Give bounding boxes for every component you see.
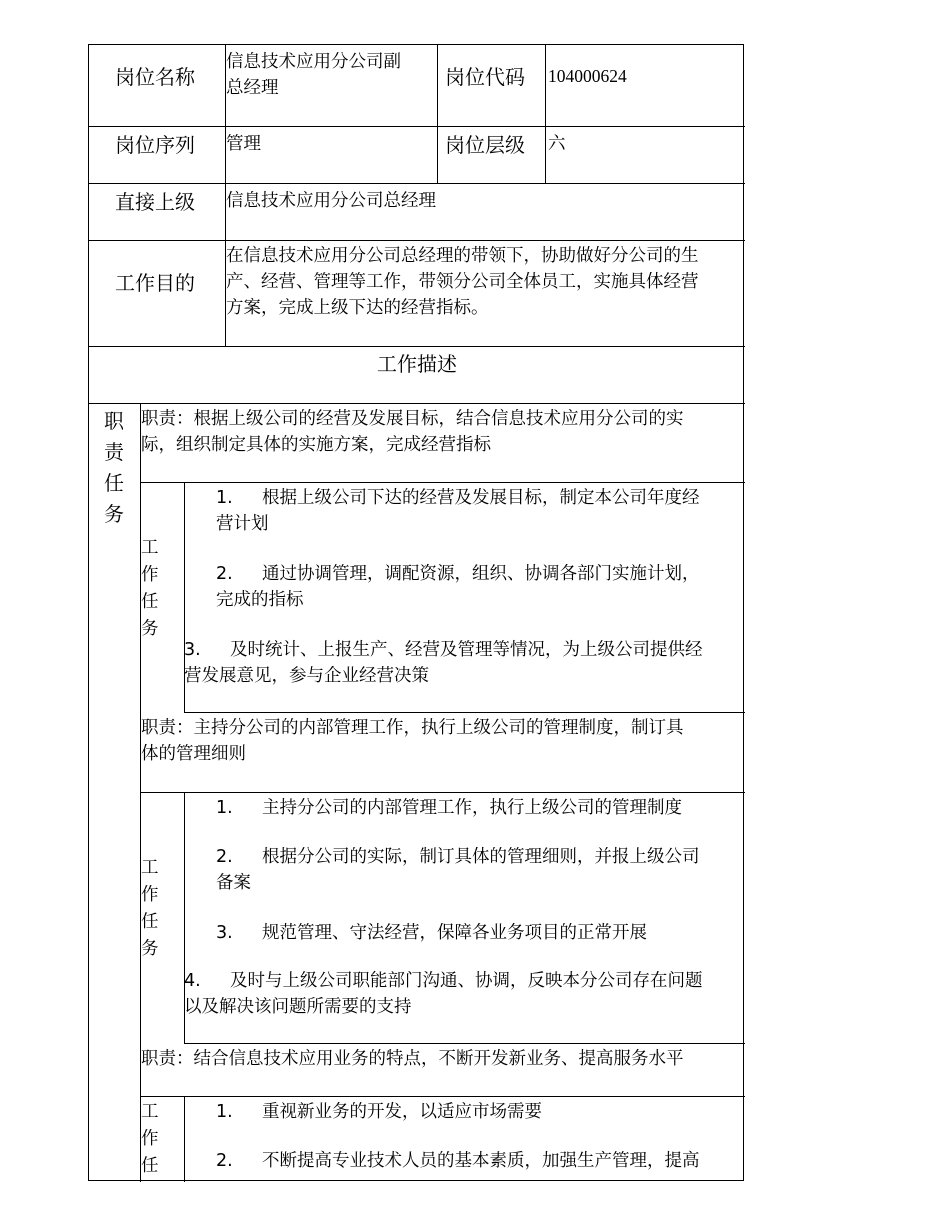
duties-label-char: 责: [104, 440, 124, 464]
position-code-label: 岗位代码: [445, 65, 525, 89]
purpose-line: 产、经营、管理等工作，带领分公司全体员工，实施具体经营: [226, 272, 699, 292]
task-text: 规范管理、守法经营，保障各业务项目的正常开展: [262, 923, 647, 943]
task-label-char: 工: [141, 1102, 159, 1122]
level-label: 岗位层级: [445, 133, 525, 157]
task-item-cont: 以及解决该问题所需要的支持: [184, 997, 412, 1017]
task-item: [216, 844, 700, 870]
position-code-value: 104000624: [548, 66, 627, 86]
task-label-2: [141, 855, 163, 963]
job-description-table: [88, 44, 744, 1181]
duties-label: [99, 406, 129, 530]
task-label-char: 务: [141, 939, 159, 959]
task-label-char: 任: [141, 1156, 159, 1176]
task-number: 1.: [216, 488, 233, 508]
task-item: [216, 561, 700, 587]
position-name-value-line1: 信息技术应用分公司副: [226, 52, 401, 72]
task-item: [216, 795, 682, 821]
task-label-char: 工: [141, 858, 159, 878]
task-label-char: 作: [141, 885, 159, 905]
task-number: 4.: [184, 971, 201, 991]
task-item-cont: 备案: [216, 873, 251, 893]
task-item: [216, 920, 647, 946]
task-label-1: [141, 535, 163, 643]
task-item-cont: 营发展意见，参与企业经营决策: [184, 666, 429, 686]
task-item: [216, 485, 700, 511]
task-item: [184, 637, 703, 663]
duties-label-char: 职: [104, 409, 124, 433]
supervisor-label: 直接上级: [115, 190, 195, 214]
supervisor-value: 信息技术应用分公司总经理: [226, 191, 436, 211]
sequence-label: 岗位序列: [115, 133, 195, 157]
task-text: 根据分公司的实际，制订具体的管理细则，并报上级公司: [262, 847, 700, 867]
duty-1-line: 职责：根据上级公司的经营及发展目标，结合信息技术应用分公司的实: [141, 409, 684, 429]
purpose-line: 方案，完成上级下达的经营指标。: [226, 298, 489, 318]
task-text: 及时与上级公司职能部门沟通、协调，反映本分公司存在问题: [230, 971, 703, 991]
task-label-char: 任: [141, 592, 159, 612]
task-number: 1.: [216, 1102, 233, 1122]
task-number: 2.: [216, 564, 233, 584]
task-text: 根据上级公司下达的经营及发展目标，制定本公司年度经: [262, 488, 700, 508]
purpose-label: 工作目的: [115, 271, 195, 295]
duty-3-line: 职责：结合信息技术应用业务的特点，不断开发新业务、提高服务水平: [141, 1049, 684, 1069]
task-number: 2.: [216, 847, 233, 867]
task-item-cont: 营计划: [216, 514, 269, 534]
duty-2-line: 职责：主持分公司的内部管理工作，执行上级公司的管理制度，制订具: [141, 718, 684, 738]
duties-label-char: 务: [104, 502, 124, 526]
level-value: 六: [548, 134, 566, 154]
duties-label-char: 任: [104, 471, 124, 495]
task-label-char: 务: [141, 619, 159, 639]
task-text: 及时统计、上报生产、经营及管理等情况，为上级公司提供经: [230, 640, 703, 660]
task-label-char: 工: [141, 538, 159, 558]
duty-2-line: 体的管理细则: [141, 744, 246, 764]
task-label-char: 作: [141, 1129, 159, 1149]
task-number: 1.: [216, 798, 233, 818]
position-name-label: 岗位名称: [115, 65, 195, 89]
task-text: 通过协调管理，调配资源，组织、协调各部门实施计划，: [262, 564, 700, 584]
task-label-char: 任: [141, 912, 159, 932]
task-text: 不断提高专业技术人员的基本素质，加强生产管理，提高: [262, 1151, 700, 1171]
task-number: 3.: [184, 640, 201, 660]
description-title: 工作描述: [377, 352, 457, 376]
task-label-char: 作: [141, 565, 159, 585]
task-text: 主持分公司的内部管理工作，执行上级公司的管理制度: [262, 798, 682, 818]
task-item-cont: 完成的指标: [216, 590, 304, 610]
task-item: [216, 1148, 700, 1174]
task-text: 重视新业务的开发，以适应市场需要: [262, 1102, 542, 1122]
task-number: 2.: [216, 1151, 233, 1171]
task-item: [184, 968, 703, 994]
position-name-value-line2: 总经理: [226, 78, 279, 98]
duty-1-line: 际，组织制定具体的实施方案，完成经营指标: [141, 435, 491, 455]
task-label-3: [141, 1099, 163, 1180]
purpose-line: 在信息技术应用分公司总经理的带领下，协助做好分公司的生: [226, 246, 699, 266]
task-item: [216, 1099, 542, 1125]
sequence-value: 管理: [226, 134, 261, 154]
task-number: 3.: [216, 923, 233, 943]
